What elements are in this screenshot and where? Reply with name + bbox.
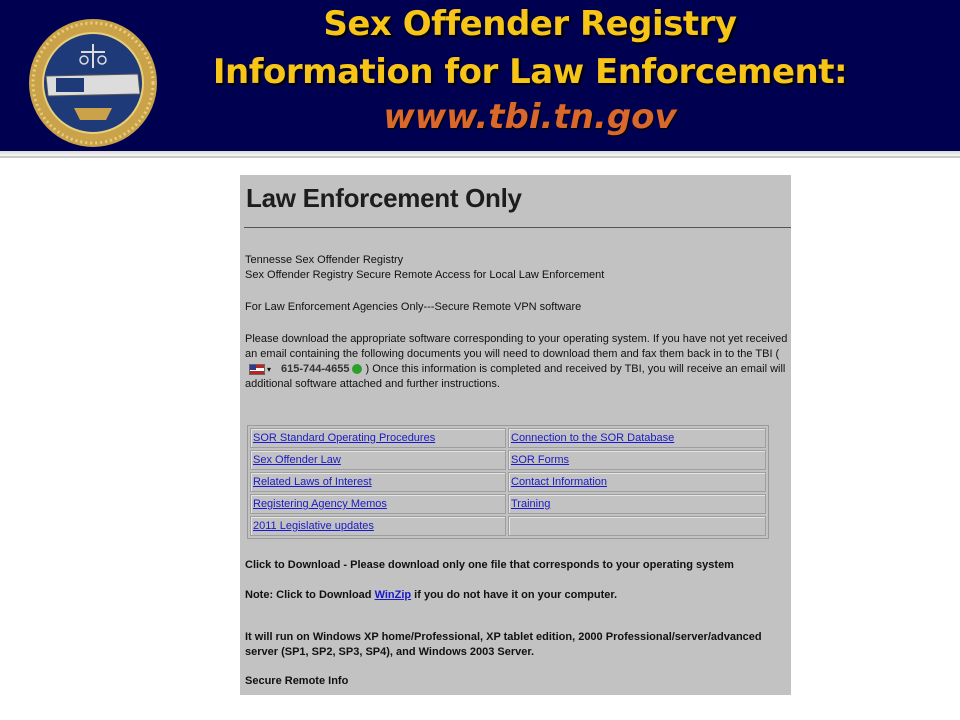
table-cell-empty [508,516,766,536]
link-sor-standard-operating-procedures[interactable]: SOR Standard Operating Procedures [253,432,436,444]
resource-links-table [247,425,769,539]
click-to-download-text: Click to Download - Please download only one file that corresponds to your operating system [245,559,734,571]
note-text-before: Note: Click to Download [245,589,375,601]
table-row [250,516,766,536]
dropdown-arrow-icon[interactable]: ▾ [267,365,272,374]
link-2011-legislative-updates[interactable]: 2011 Legislative updates [253,520,374,532]
slide-header [0,0,960,151]
table-row [250,494,766,514]
winzip-note [245,588,791,603]
link-sex-offender-law[interactable]: Sex Offender Law [253,454,341,466]
table-cell [250,494,506,514]
table-cell [508,428,766,448]
phone-call-icon[interactable] [352,364,362,374]
heading-divider [244,227,791,228]
table-row [250,450,766,470]
phone-number[interactable]: 615-744-4655 [281,363,350,375]
intro-text [245,253,791,283]
slide-title [150,0,910,138]
link-registering-agency-memos[interactable]: Registering Agency Memos [253,498,387,510]
table-row [250,428,766,448]
title-url: www.tbi.tn.gov [383,97,677,137]
download-text-before: Please download the appropriate software corresponding to your operating system. If you have not yet received an email containing the following documents you will need to download them and fax them back in to the TBI ( [245,333,788,360]
winzip-link[interactable]: WinZip [374,589,412,601]
table-cell [250,450,506,470]
table-cell [250,472,506,492]
link-connection-to-sor-database[interactable]: Connection to the SOR Database [511,432,675,444]
link-sor-forms[interactable]: SOR Forms [511,454,570,466]
intro-line-2: Sex Offender Registry Secure Remote Access for Local Law Enforcement [245,269,605,281]
secure-remote-info-heading: Secure Remote Info [245,675,349,687]
title-line-2: Information for Law Enforcement: [212,52,848,92]
download-instructions [245,332,791,392]
table-cell [250,428,506,448]
title-line-1: Sex Offender Registry [323,4,737,44]
link-training[interactable]: Training [511,498,551,510]
vpn-text: For Law Enforcement Agencies Only---Secure Remote VPN software [245,301,582,313]
header-divider-line [0,156,960,158]
link-related-laws-of-interest[interactable]: Related Laws of Interest [253,476,372,488]
us-flag-icon [249,364,265,375]
table-row [250,472,766,492]
table-cell [508,450,766,470]
note-text-after: if you do not have it on your computer. [411,589,618,601]
page-heading: Law Enforcement Only [246,183,522,213]
link-contact-information[interactable]: Contact Information [511,476,607,488]
intro-line-1: Tennesse Sex Offender Registry [245,254,404,266]
table-cell [508,472,766,492]
table-cell [250,516,506,536]
tbi-seal-icon [26,16,160,150]
download-text-after: ) Once this information is completed and received by TBI, you will receive an email will additional software attached and further instructions. [245,363,786,390]
table-cell [508,494,766,514]
os-support-text: It will run on Windows XP home/Professional, XP tablet edition, 2000 Professional/server/advanced server (SP1, SP2, SP3, SP4), and Windows 2003 Server. [245,631,762,658]
law-enforcement-page-screenshot [240,175,791,695]
